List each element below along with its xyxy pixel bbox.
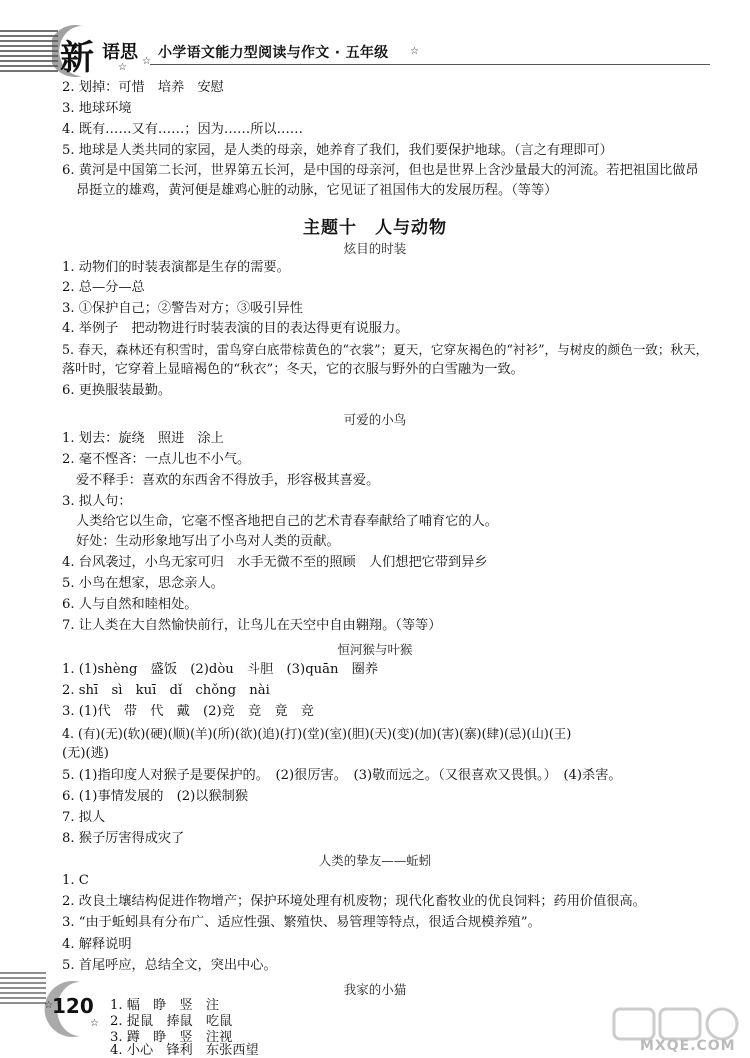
answer-line: 2. 划掉：可惜 培养 安慰 <box>62 80 224 95</box>
answer-line: 6. 更换服装最勤。 <box>62 383 172 398</box>
answer-line: 2. 毫不悭吝：一点儿也不小气。 <box>62 452 251 467</box>
answer-line: 3. (1)代 带 代 戴 (2)竞 竞 竟 竞 <box>62 704 314 719</box>
answer-line: 3. “由于蚯蚓具有分布广、适应性强、繁殖快、易管理等特点，很适合规模养殖”。 <box>62 915 541 930</box>
answer-line: 1. 划去：旋绕 照进 涂上 <box>62 431 224 446</box>
answer-line: 3. 地球环境 <box>62 101 132 116</box>
article-title: 炫目的时装 <box>343 241 407 256</box>
answer-line: 2. 总—分—总 <box>62 280 145 295</box>
answer-line: 好处：生动形象地写出了小鸟对人类的贡献。 <box>76 534 340 549</box>
star-icon: ☆ <box>410 46 419 57</box>
answer-line: 昂挺立的雄鸡，黄河便是雄鸡心脏的动脉，它见证了祖国伟大的发展历程。（等等） <box>76 183 558 198</box>
answer-line: 8. 猴子厉害得成灾了 <box>62 831 185 846</box>
logo-main-char: 新 <box>60 38 94 78</box>
answer-line: 1. C <box>62 873 89 888</box>
star-icon: ☆ <box>44 1000 53 1011</box>
logo-sub-text: 语思 <box>102 42 138 63</box>
answer-line: 5. (1)指印度人对猴子是要保护的。 (2)很厉害。 (3)敬而远之。（又很喜欢又畏惧。） (4)杀害。 <box>62 768 622 783</box>
answer-line: 1. (1)shèng 盛饭 (2)dòu 斗胆 (3)quān 圈养 <box>62 662 379 677</box>
answer-line: 7. 让人类在大自然愉快前行，让鸟儿在天空中自由翱翔。（等等） <box>62 618 442 633</box>
answer-line: 落叶时，它穿着上显暗褐色的“秋衣”；冬天，它的衣服与野外的白雪融为一致。 <box>62 362 524 377</box>
answer-line: 人类给它以生命，它毫不悭吝地把自己的艺术青春奉献给了哺育它的人。 <box>76 514 498 529</box>
answer-line: 2. 改良土壤结构促进作物增产；保护环境处理有机废物；现代化畜牧业的优良饲料；药用价值很高。 <box>62 894 646 909</box>
answer-line: 2. 捉鼠 捧鼠 吃鼠 <box>110 1014 233 1029</box>
watermark-text: MXQE.COM <box>640 1038 736 1054</box>
answer-line: 4. 小心 锋利 东张西望 <box>110 1043 259 1058</box>
page-header <box>0 0 750 78</box>
article-title: 我家的小猫 <box>343 982 407 997</box>
answer-line: 6. (1)事情发展的 (2)以猴制猴 <box>62 789 249 804</box>
answer-line: (无)(逃) <box>62 746 109 761</box>
answer-line: 爱不释手：喜欢的东西舍不得放手，形容极其喜爱。 <box>76 473 380 488</box>
answer-line: 5. 小鸟在想家，思念亲人。 <box>62 576 224 591</box>
answer-line: 4. (有)(无)(软)(硬)(顺)(羊)(所)(欲)(追)(打)(堂)(室)(胆)(天)(变)(加)(害)(寨)(肆)(忌)(山)(王) <box>62 726 572 741</box>
answer-line: 2. shī sì kuī dǐ chǒng nài <box>62 683 270 698</box>
answer-line: 5. 春天，森林还有积雪时，雷鸟穿白底带棕黄色的“衣裳”；夏天，它穿灰褐色的“衬衫”，与树皮的颜色一致；秋天， <box>62 342 709 357</box>
answer-line: 1. 动物们的时装表演都是生存的需要。 <box>62 260 290 275</box>
header-logo <box>52 22 148 78</box>
article-title: 恒河猴与叶猴 <box>337 642 413 657</box>
answer-line: 4. 举例子 把动物进行时装表演的目的表达得更有说服力。 <box>62 321 409 336</box>
answer-line: 6. 黄河是中国第二长河，世界第五长河，是中国的母亲河，但也是世界上含沙量最大的河流。若把祖国比做昂 <box>62 163 699 178</box>
answer-line: 7. 拟人 <box>62 810 106 825</box>
star-icon: ☆ <box>142 56 151 67</box>
header-rule <box>150 64 710 65</box>
answer-line: 4. 解释说明 <box>62 937 132 952</box>
article-title: 人类的挚友——蚯蚓 <box>318 853 432 868</box>
section-title: 主题十 人与动物 <box>303 218 447 238</box>
answer-line: 5. 地球是人类共同的家园，是人类的母亲，她养育了我们，我们要保护地球。（言之有理即可） <box>62 143 613 158</box>
answer-line: 3. ①保护自己；②警告对方；③吸引异性 <box>62 301 303 316</box>
star-icon: ☆ <box>118 62 127 73</box>
answer-line: 3. 蹲 睁 竖 注视 <box>110 1030 233 1045</box>
answer-line: 5. 首尾呼应，总结全文，突出中心。 <box>62 958 277 973</box>
header-stripes-decoration <box>0 30 58 74</box>
answer-line: 1. 幅 睁 竖 注 <box>110 998 220 1013</box>
answer-line: 4. 台风袭过，小鸟无家可归 水手无微不至的照顾 人们想把它带到异乡 <box>62 555 488 570</box>
answer-line: 4. 既有……又有……；因为……所以…… <box>62 122 303 137</box>
header-book-title: 小学语文能力型阅读与作文 · 五年级 <box>158 45 389 61</box>
answer-line: 6. 人与自然和睦相处。 <box>62 597 198 612</box>
answer-line: 3. 拟人句： <box>62 494 132 509</box>
page-number: 120 <box>52 994 94 1018</box>
star-icon: ☆ <box>90 1018 99 1029</box>
article-title: 可爱的小鸟 <box>343 412 407 427</box>
